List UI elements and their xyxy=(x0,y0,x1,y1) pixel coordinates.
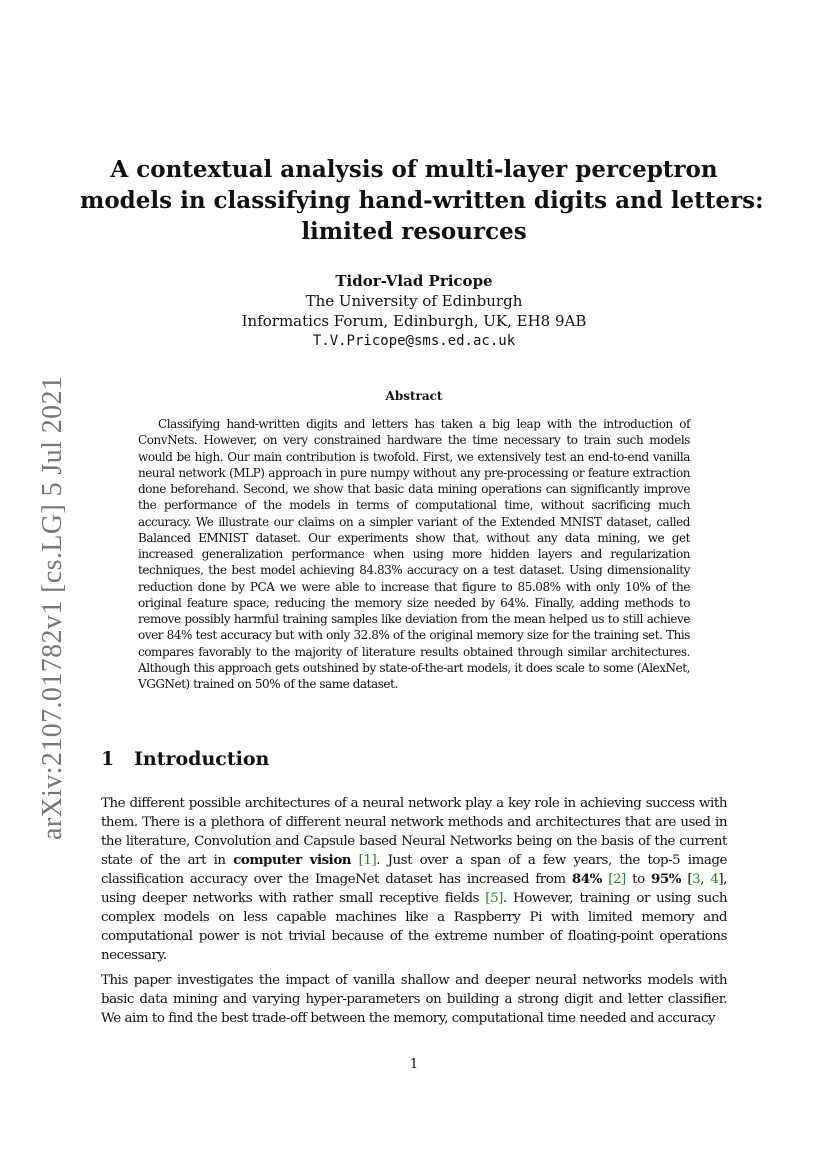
section-title: Introduction xyxy=(134,748,270,770)
citation-link[interactable]: 3 xyxy=(692,872,701,887)
section-heading-introduction xyxy=(101,748,269,770)
intro-text: ], using deeper networks with rather small receptive fields xyxy=(101,872,727,906)
section-number: 1 xyxy=(101,748,115,770)
author-address: Informatics Forum, Edinburgh, UK, EH8 9AB xyxy=(241,312,587,330)
intro-text: [ xyxy=(681,872,693,887)
title-line-3: limited resources xyxy=(301,218,527,245)
intro-text: . Just over a span of a few years, the top-5 image classification accuracy over the ImageNet dataset has increased from xyxy=(101,853,728,887)
emphasis-text: computer vision xyxy=(233,852,352,868)
abstract-text: Classifying hand-written digits and letters has taken a big leap with the introduction of ConvNets. However, on very constrained hardware the time necessary to train such models would be high. Our main contribution is twofold. First, we extensively test an end-to-end vanilla neural network (MLP) approach in pure numpy without any pre-processing or feature extraction done beforehand. Second, we show that basic data mining operations can significantly improve the performance of the models in terms of computational time, without sacrificing much accuracy. We illustrate our claims on a simpler variant of the Extended MNIST dataset, called Balanced EMNIST dataset. Our experiments show that, without any data mining, we get increased generalization performance when using more hidden layers and regularization techniques, the best model achieving 84.83% accuracy on a test dataset. Using dimensionality reduction done by PCA we were able to increase that figure to 85.08% with only 10% of the original feature space, reducing the memory size needed by 64%. Finally, adding methods to remove possibly harmful training samples like deviation from the mean helped us to still achieve over 84% test accuracy but with only 32.8% of the original memory size for the training set. This compares favorably to the majority of literature results obtained through similar architectures. Although this approach gets outshined by state-of-the-art models, it does scale to some (AlexNet, VGGNet) trained on 50% of the same dataset. xyxy=(138,417,690,691)
page-number: 1 xyxy=(409,1057,419,1072)
author-name: Tidor-Vlad Pricope xyxy=(335,272,493,290)
author-email[interactable]: T.V.Pricope@sms.ed.ac.uk xyxy=(312,333,516,349)
intro-paragraph-2: This paper investigates the impact of vanilla shallow and deeper neural networks models with basic data mining and varying hyper-parameters on building a strong digit and letter classifier. We aim to find the best trade-off between the memory, computational time needed and accuracy xyxy=(101,973,727,1026)
intro-paragraph-1 xyxy=(101,794,727,965)
citation-link[interactable]: 4 xyxy=(710,872,719,887)
arxiv-stamp: arXiv:2107.01782v1 [cs.LG] 5 Jul 2021 xyxy=(37,375,68,840)
emphasis-text: 95% xyxy=(651,871,682,887)
paper-title xyxy=(80,154,764,247)
citation-link[interactable]: [2] xyxy=(608,872,626,887)
intro-text: The different possible architectures of a neural network play a key role in achieving success with them. There is a plethora of different neural network methods and architectures that are used in the literature, Convolution and Capsule based Neural Networks being on the basis of the current state of the art in xyxy=(101,796,727,868)
title-line-2: models in classifying hand-written digits and letters: xyxy=(80,187,764,214)
citation-link[interactable]: [1] xyxy=(358,853,377,868)
intro-text: . However, training or using such complex models on less capable machines like a Raspberry Pi with limited memory and computational power is not trivial because of the extreme number of floating-point operations necessary. xyxy=(101,891,727,963)
intro-text: , xyxy=(700,872,711,887)
author-block xyxy=(100,271,728,351)
author-affiliation: The University of Edinburgh xyxy=(305,292,523,310)
title-line-1: A contextual analysis of multi-layer perceptron xyxy=(110,156,718,183)
intro-text: to xyxy=(625,872,652,887)
intro-text xyxy=(351,853,359,868)
emphasis-text: 84% xyxy=(571,871,602,887)
abstract-heading: Abstract xyxy=(385,389,443,403)
citation-link[interactable]: [5] xyxy=(485,891,503,906)
